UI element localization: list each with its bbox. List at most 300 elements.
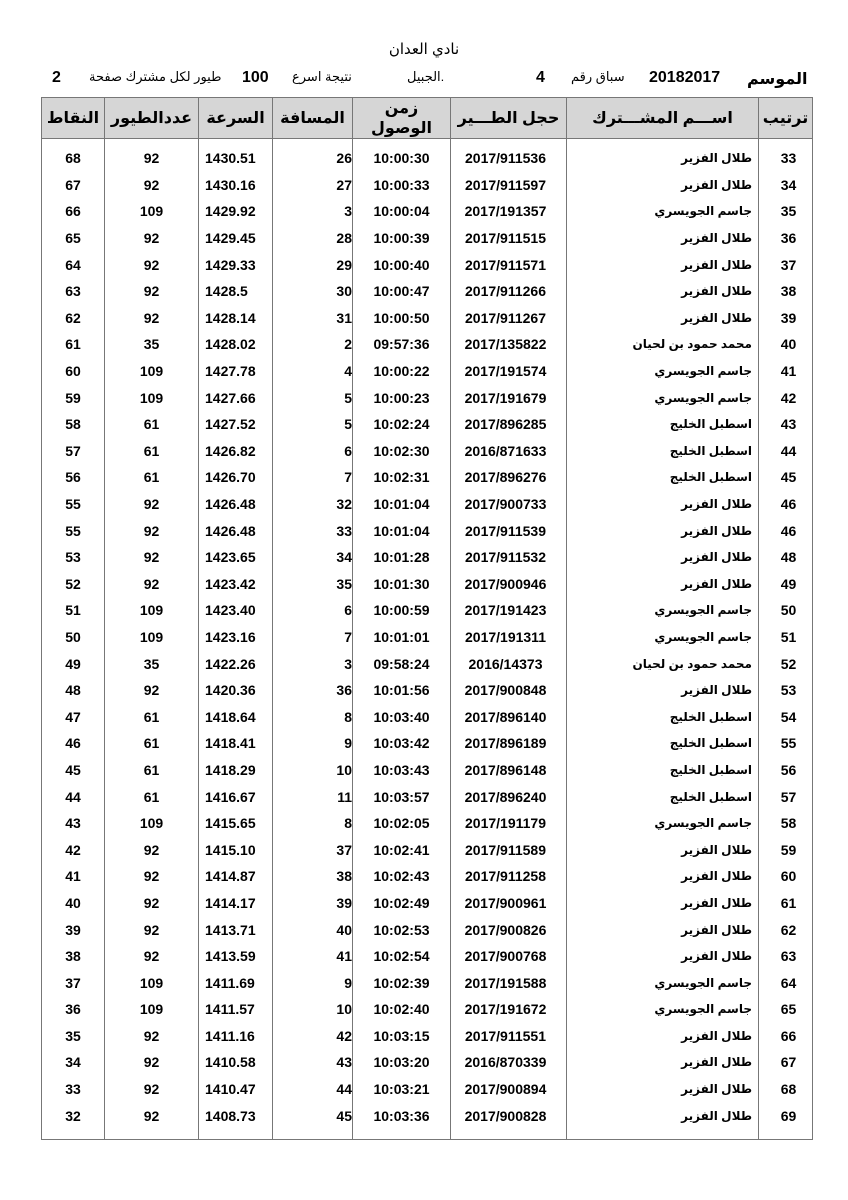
cell-birds: 92 (105, 890, 199, 917)
cell-ring: 2016/871633 (451, 438, 567, 465)
cell-rank: 46 (759, 517, 813, 544)
cell-birds: 92 (105, 1023, 199, 1050)
cell-points: 39 (42, 916, 105, 943)
cell-birds: 92 (105, 916, 199, 943)
cell-ring: 2017/191679 (451, 384, 567, 411)
cell-rank: 41 (759, 358, 813, 385)
cell-rank: 45 (759, 464, 813, 491)
cell-points: 40 (42, 890, 105, 917)
col-header-speed: السرعة (199, 98, 273, 139)
cell-points: 49 (42, 650, 105, 677)
cell-time: 10:03:15 (353, 1023, 451, 1050)
cell-birds: 61 (105, 438, 199, 465)
cell-birds: 92 (105, 836, 199, 863)
cell-distance: 11 (273, 783, 353, 810)
cell-birds: 92 (105, 251, 199, 278)
cell-owner: جاسم الجويسري (567, 198, 759, 225)
cell-points: 63 (42, 278, 105, 305)
cell-time: 10:01:56 (353, 677, 451, 704)
cell-owner: طلال الفزير (567, 890, 759, 917)
cell-speed: 1423.65 (199, 544, 273, 571)
table-row (42, 1049, 813, 1076)
cell-rank: 38 (759, 278, 813, 305)
cell-speed: 1413.59 (199, 943, 273, 970)
cell-distance: 8 (273, 810, 353, 837)
table-row (42, 305, 813, 332)
cell-distance: 31 (273, 305, 353, 332)
cell-points: 42 (42, 836, 105, 863)
cell-points: 53 (42, 544, 105, 571)
cell-points: 41 (42, 863, 105, 890)
cell-birds: 92 (105, 1102, 199, 1129)
cell-rank: 39 (759, 305, 813, 332)
col-header-distance: المسافة (273, 98, 353, 139)
season-value: 20182017 (649, 69, 721, 86)
cell-speed: 1416.67 (199, 783, 273, 810)
cell-time: 10:00:39 (353, 225, 451, 252)
cell-points: 48 (42, 677, 105, 704)
cell-speed: 1423.40 (199, 597, 273, 624)
cell-birds: 92 (105, 544, 199, 571)
cell-time: 10:01:28 (353, 544, 451, 571)
cell-ring: 2017/911258 (451, 863, 567, 890)
result-label: نتيجة اسرع (292, 69, 352, 84)
cell-owner: طلال الفزير (567, 172, 759, 199)
cell-rank: 51 (759, 624, 813, 651)
cell-owner: طلال الفزير (567, 544, 759, 571)
cell-owner: طلال الفزير (567, 305, 759, 332)
cell-ring: 2017/191311 (451, 624, 567, 651)
cell-time: 10:02:54 (353, 943, 451, 970)
cell-birds: 92 (105, 677, 199, 704)
cell-ring: 2017/135822 (451, 331, 567, 358)
cell-points: 59 (42, 384, 105, 411)
cell-points: 68 (42, 145, 105, 172)
cell-ring: 2017/911571 (451, 251, 567, 278)
cell-points: 47 (42, 703, 105, 730)
cell-time: 10:02:24 (353, 411, 451, 438)
cell-time: 10:00:22 (353, 358, 451, 385)
cell-points: 50 (42, 624, 105, 651)
cell-birds: 109 (105, 597, 199, 624)
table-row (42, 969, 813, 996)
table-row (42, 384, 813, 411)
cell-points: 38 (42, 943, 105, 970)
cell-rank: 42 (759, 384, 813, 411)
cell-distance: 10 (273, 996, 353, 1023)
cell-rank: 35 (759, 198, 813, 225)
table-row (42, 863, 813, 890)
cell-distance: 6 (273, 597, 353, 624)
cell-rank: 44 (759, 438, 813, 465)
table-row (42, 810, 813, 837)
table-row (42, 996, 813, 1023)
cell-birds: 61 (105, 783, 199, 810)
cell-speed: 1430.16 (199, 172, 273, 199)
cell-rank: 66 (759, 1023, 813, 1050)
cell-time: 10:00:30 (353, 145, 451, 172)
cell-time: 10:03:21 (353, 1076, 451, 1103)
cell-ring: 2017/900946 (451, 571, 567, 598)
cell-speed: 1428.5 (199, 278, 273, 305)
cell-speed: 1408.73 (199, 1102, 273, 1129)
cell-owner: طلال الفزير (567, 943, 759, 970)
table-row (42, 411, 813, 438)
cell-rank: 37 (759, 251, 813, 278)
cell-distance: 9 (273, 730, 353, 757)
cell-owner: طلال الفزير (567, 491, 759, 518)
cell-speed: 1411.57 (199, 996, 273, 1023)
cell-rank: 52 (759, 650, 813, 677)
cell-points: 32 (42, 1102, 105, 1129)
cell-owner: طلال الفزير (567, 1102, 759, 1129)
cell-ring: 2017/191588 (451, 969, 567, 996)
cell-ring: 2017/911532 (451, 544, 567, 571)
cell-owner: طلال الفزير (567, 863, 759, 890)
cell-speed: 1429.33 (199, 251, 273, 278)
cell-distance: 2 (273, 331, 353, 358)
table-row (42, 943, 813, 970)
cell-speed: 1429.45 (199, 225, 273, 252)
cell-birds: 92 (105, 1049, 199, 1076)
table-row (42, 783, 813, 810)
cell-time: 10:00:50 (353, 305, 451, 332)
cell-ring: 2017/900961 (451, 890, 567, 917)
cell-speed: 1429.92 (199, 198, 273, 225)
club-name: نادي العدان (388, 41, 460, 58)
cell-speed: 1413.71 (199, 916, 273, 943)
cell-owner: اسطبل الخليج (567, 703, 759, 730)
cell-ring: 2017/896240 (451, 783, 567, 810)
cell-ring: 2017/896189 (451, 730, 567, 757)
table-row (42, 145, 813, 172)
cell-distance: 29 (273, 251, 353, 278)
cell-distance: 3 (273, 198, 353, 225)
cell-time: 10:02:49 (353, 890, 451, 917)
cell-ring: 2017/911551 (451, 1023, 567, 1050)
cell-rank: 63 (759, 943, 813, 970)
cell-points: 44 (42, 783, 105, 810)
cell-points: 58 (42, 411, 105, 438)
cell-rank: 67 (759, 1049, 813, 1076)
table-row (42, 517, 813, 544)
cell-time: 10:00:33 (353, 172, 451, 199)
cell-time: 10:02:39 (353, 969, 451, 996)
table-row (42, 491, 813, 518)
cell-owner: طلال الفزير (567, 571, 759, 598)
cell-distance: 26 (273, 145, 353, 172)
cell-owner: اسطبل الخليج (567, 730, 759, 757)
cell-distance: 9 (273, 969, 353, 996)
cell-ring: 2017/896276 (451, 464, 567, 491)
cell-rank: 69 (759, 1102, 813, 1129)
cell-points: 62 (42, 305, 105, 332)
cell-distance: 32 (273, 491, 353, 518)
table-row (42, 757, 813, 784)
cell-time: 10:01:04 (353, 491, 451, 518)
cell-speed: 1414.17 (199, 890, 273, 917)
cell-birds: 109 (105, 358, 199, 385)
cell-birds: 109 (105, 384, 199, 411)
cell-speed: 1423.42 (199, 571, 273, 598)
cell-time: 10:03:43 (353, 757, 451, 784)
cell-points: 43 (42, 810, 105, 837)
cell-speed: 1418.64 (199, 703, 273, 730)
table-row (42, 438, 813, 465)
cell-rank: 40 (759, 331, 813, 358)
cell-points: 35 (42, 1023, 105, 1050)
cell-distance: 6 (273, 438, 353, 465)
table-row (42, 703, 813, 730)
cell-rank: 33 (759, 145, 813, 172)
table-row (42, 198, 813, 225)
cell-birds: 61 (105, 757, 199, 784)
cell-points: 67 (42, 172, 105, 199)
cell-distance: 44 (273, 1076, 353, 1103)
cell-owner: اسطبل الخليج (567, 464, 759, 491)
cell-time: 10:01:30 (353, 571, 451, 598)
cell-owner: جاسم الجويسري (567, 996, 759, 1023)
cell-rank: 68 (759, 1076, 813, 1103)
cell-birds: 92 (105, 571, 199, 598)
cell-ring: 2017/911589 (451, 836, 567, 863)
col-header-points: النقاط (42, 98, 105, 139)
cell-speed: 1414.87 (199, 863, 273, 890)
cell-owner: اسطبل الخليج (567, 438, 759, 465)
cell-time: 10:02:31 (353, 464, 451, 491)
cell-ring: 2017/191423 (451, 597, 567, 624)
cell-time: 10:03:40 (353, 703, 451, 730)
page-number: 2 (52, 69, 61, 86)
cell-speed: 1410.58 (199, 1049, 273, 1076)
cell-ring: 2017/900768 (451, 943, 567, 970)
cell-points: 64 (42, 251, 105, 278)
cell-time: 10:00:23 (353, 384, 451, 411)
cell-points: 61 (42, 331, 105, 358)
cell-birds: 92 (105, 278, 199, 305)
cell-birds: 92 (105, 517, 199, 544)
table-row (42, 278, 813, 305)
table-row (42, 730, 813, 757)
cell-speed: 1422.26 (199, 650, 273, 677)
cell-rank: 57 (759, 783, 813, 810)
cell-birds: 61 (105, 411, 199, 438)
cell-owner: طلال الفزير (567, 1076, 759, 1103)
cell-points: 55 (42, 491, 105, 518)
cell-owner: طلال الفزير (567, 225, 759, 252)
cell-owner: جاسم الجويسري (567, 969, 759, 996)
cell-owner: اسطبل الخليج (567, 783, 759, 810)
col-header-rank: ترتيب (759, 98, 813, 139)
cell-speed: 1428.14 (199, 305, 273, 332)
cell-speed: 1426.48 (199, 517, 273, 544)
cell-ring: 2017/900894 (451, 1076, 567, 1103)
cell-owner: محمد حمود بن لحيان (567, 650, 759, 677)
cell-time: 10:03:36 (353, 1102, 451, 1129)
cell-ring: 2016/14373 (451, 650, 567, 677)
cell-owner: طلال الفزير (567, 278, 759, 305)
cell-points: 55 (42, 517, 105, 544)
cell-ring: 2017/900828 (451, 1102, 567, 1129)
table-row (42, 1023, 813, 1050)
cell-speed: 1426.70 (199, 464, 273, 491)
cell-speed: 1427.66 (199, 384, 273, 411)
cell-rank: 48 (759, 544, 813, 571)
cell-owner: طلال الفزير (567, 916, 759, 943)
season-label: الموسم (747, 71, 808, 88)
cell-rank: 62 (759, 916, 813, 943)
table-row (42, 650, 813, 677)
cell-distance: 39 (273, 890, 353, 917)
cell-speed: 1430.51 (199, 145, 273, 172)
cell-birds: 92 (105, 145, 199, 172)
cell-owner: محمد حمود بن لحيان (567, 331, 759, 358)
cell-time: 10:02:40 (353, 996, 451, 1023)
cell-owner: جاسم الجويسري (567, 384, 759, 411)
cell-owner: جاسم الجويسري (567, 358, 759, 385)
cell-owner: جاسم الجويسري (567, 597, 759, 624)
cell-owner: طلال الفزير (567, 836, 759, 863)
cell-ring: 2017/911267 (451, 305, 567, 332)
cell-time: 10:02:05 (353, 810, 451, 837)
table-row (42, 172, 813, 199)
cell-birds: 61 (105, 703, 199, 730)
cell-rank: 65 (759, 996, 813, 1023)
cell-birds: 109 (105, 810, 199, 837)
cell-ring: 2017/911266 (451, 278, 567, 305)
birds-per-member-label: طيور لكل مشترك صفحة (89, 69, 222, 84)
cell-speed: 1410.47 (199, 1076, 273, 1103)
cell-ring: 2017/900848 (451, 677, 567, 704)
table-row (42, 571, 813, 598)
cell-rank: 64 (759, 969, 813, 996)
cell-owner: طلال الفزير (567, 145, 759, 172)
cell-time: 10:03:57 (353, 783, 451, 810)
cell-distance: 37 (273, 836, 353, 863)
cell-rank: 58 (759, 810, 813, 837)
table-row (42, 677, 813, 704)
cell-owner: طلال الفزير (567, 251, 759, 278)
table-row (42, 1102, 813, 1129)
cell-birds: 35 (105, 650, 199, 677)
cell-distance: 34 (273, 544, 353, 571)
cell-points: 46 (42, 730, 105, 757)
cell-points: 52 (42, 571, 105, 598)
cell-time: 10:02:53 (353, 916, 451, 943)
cell-distance: 7 (273, 464, 353, 491)
table-row (42, 1076, 813, 1103)
cell-birds: 109 (105, 624, 199, 651)
cell-time: 10:02:41 (353, 836, 451, 863)
cell-rank: 49 (759, 571, 813, 598)
cell-ring: 2017/191574 (451, 358, 567, 385)
cell-speed: 1411.16 (199, 1023, 273, 1050)
table-row (42, 331, 813, 358)
cell-speed: 1415.10 (199, 836, 273, 863)
fastest-count: 100 (242, 69, 269, 86)
cell-distance: 41 (273, 943, 353, 970)
race-label: سباق رقم (571, 69, 625, 84)
cell-birds: 92 (105, 1076, 199, 1103)
race-info-bar (52, 69, 808, 89)
cell-rank: 43 (759, 411, 813, 438)
cell-owner: طلال الفزير (567, 677, 759, 704)
cell-birds: 92 (105, 863, 199, 890)
cell-birds: 109 (105, 969, 199, 996)
cell-speed: 1426.48 (199, 491, 273, 518)
cell-distance: 10 (273, 757, 353, 784)
cell-distance: 43 (273, 1049, 353, 1076)
cell-time: 10:02:43 (353, 863, 451, 890)
cell-speed: 1427.52 (199, 411, 273, 438)
cell-time: 10:02:30 (353, 438, 451, 465)
cell-points: 45 (42, 757, 105, 784)
cell-birds: 92 (105, 305, 199, 332)
cell-speed: 1426.82 (199, 438, 273, 465)
cell-ring: 2017/191357 (451, 198, 567, 225)
cell-distance: 42 (273, 1023, 353, 1050)
cell-distance: 8 (273, 703, 353, 730)
cell-distance: 45 (273, 1102, 353, 1129)
cell-distance: 40 (273, 916, 353, 943)
table-row (42, 464, 813, 491)
race-number: 4 (536, 69, 545, 86)
cell-birds: 92 (105, 172, 199, 199)
cell-speed: 1427.78 (199, 358, 273, 385)
cell-owner: طلال الفزير (567, 1049, 759, 1076)
cell-distance: 4 (273, 358, 353, 385)
cell-speed: 1418.29 (199, 757, 273, 784)
table-row (42, 624, 813, 651)
cell-ring: 2017/191672 (451, 996, 567, 1023)
cell-ring: 2017/896140 (451, 703, 567, 730)
cell-birds: 61 (105, 730, 199, 757)
table-header-row (42, 98, 813, 139)
cell-birds: 92 (105, 225, 199, 252)
table-row (42, 836, 813, 863)
cell-birds: 109 (105, 996, 199, 1023)
col-header-time: زمن الوصول (353, 98, 451, 139)
cell-time: 10:00:40 (353, 251, 451, 278)
cell-points: 33 (42, 1076, 105, 1103)
table-row (42, 225, 813, 252)
table-row (42, 251, 813, 278)
cell-distance: 38 (273, 863, 353, 890)
cell-rank: 55 (759, 730, 813, 757)
cell-owner: جاسم الجويسري (567, 624, 759, 651)
cell-speed: 1415.65 (199, 810, 273, 837)
cell-rank: 50 (759, 597, 813, 624)
cell-distance: 30 (273, 278, 353, 305)
table-row (42, 544, 813, 571)
cell-speed: 1411.69 (199, 969, 273, 996)
cell-rank: 59 (759, 836, 813, 863)
cell-distance: 5 (273, 411, 353, 438)
cell-distance: 36 (273, 677, 353, 704)
cell-points: 60 (42, 358, 105, 385)
cell-ring: 2017/900733 (451, 491, 567, 518)
cell-time: 10:03:20 (353, 1049, 451, 1076)
cell-owner: طلال الفزير (567, 1023, 759, 1050)
cell-points: 65 (42, 225, 105, 252)
cell-owner: جاسم الجويسري (567, 810, 759, 837)
col-header-birds: عددالطيور (105, 98, 199, 139)
cell-speed: 1420.36 (199, 677, 273, 704)
cell-points: 34 (42, 1049, 105, 1076)
cell-birds: 61 (105, 464, 199, 491)
cell-points: 56 (42, 464, 105, 491)
cell-rank: 34 (759, 172, 813, 199)
